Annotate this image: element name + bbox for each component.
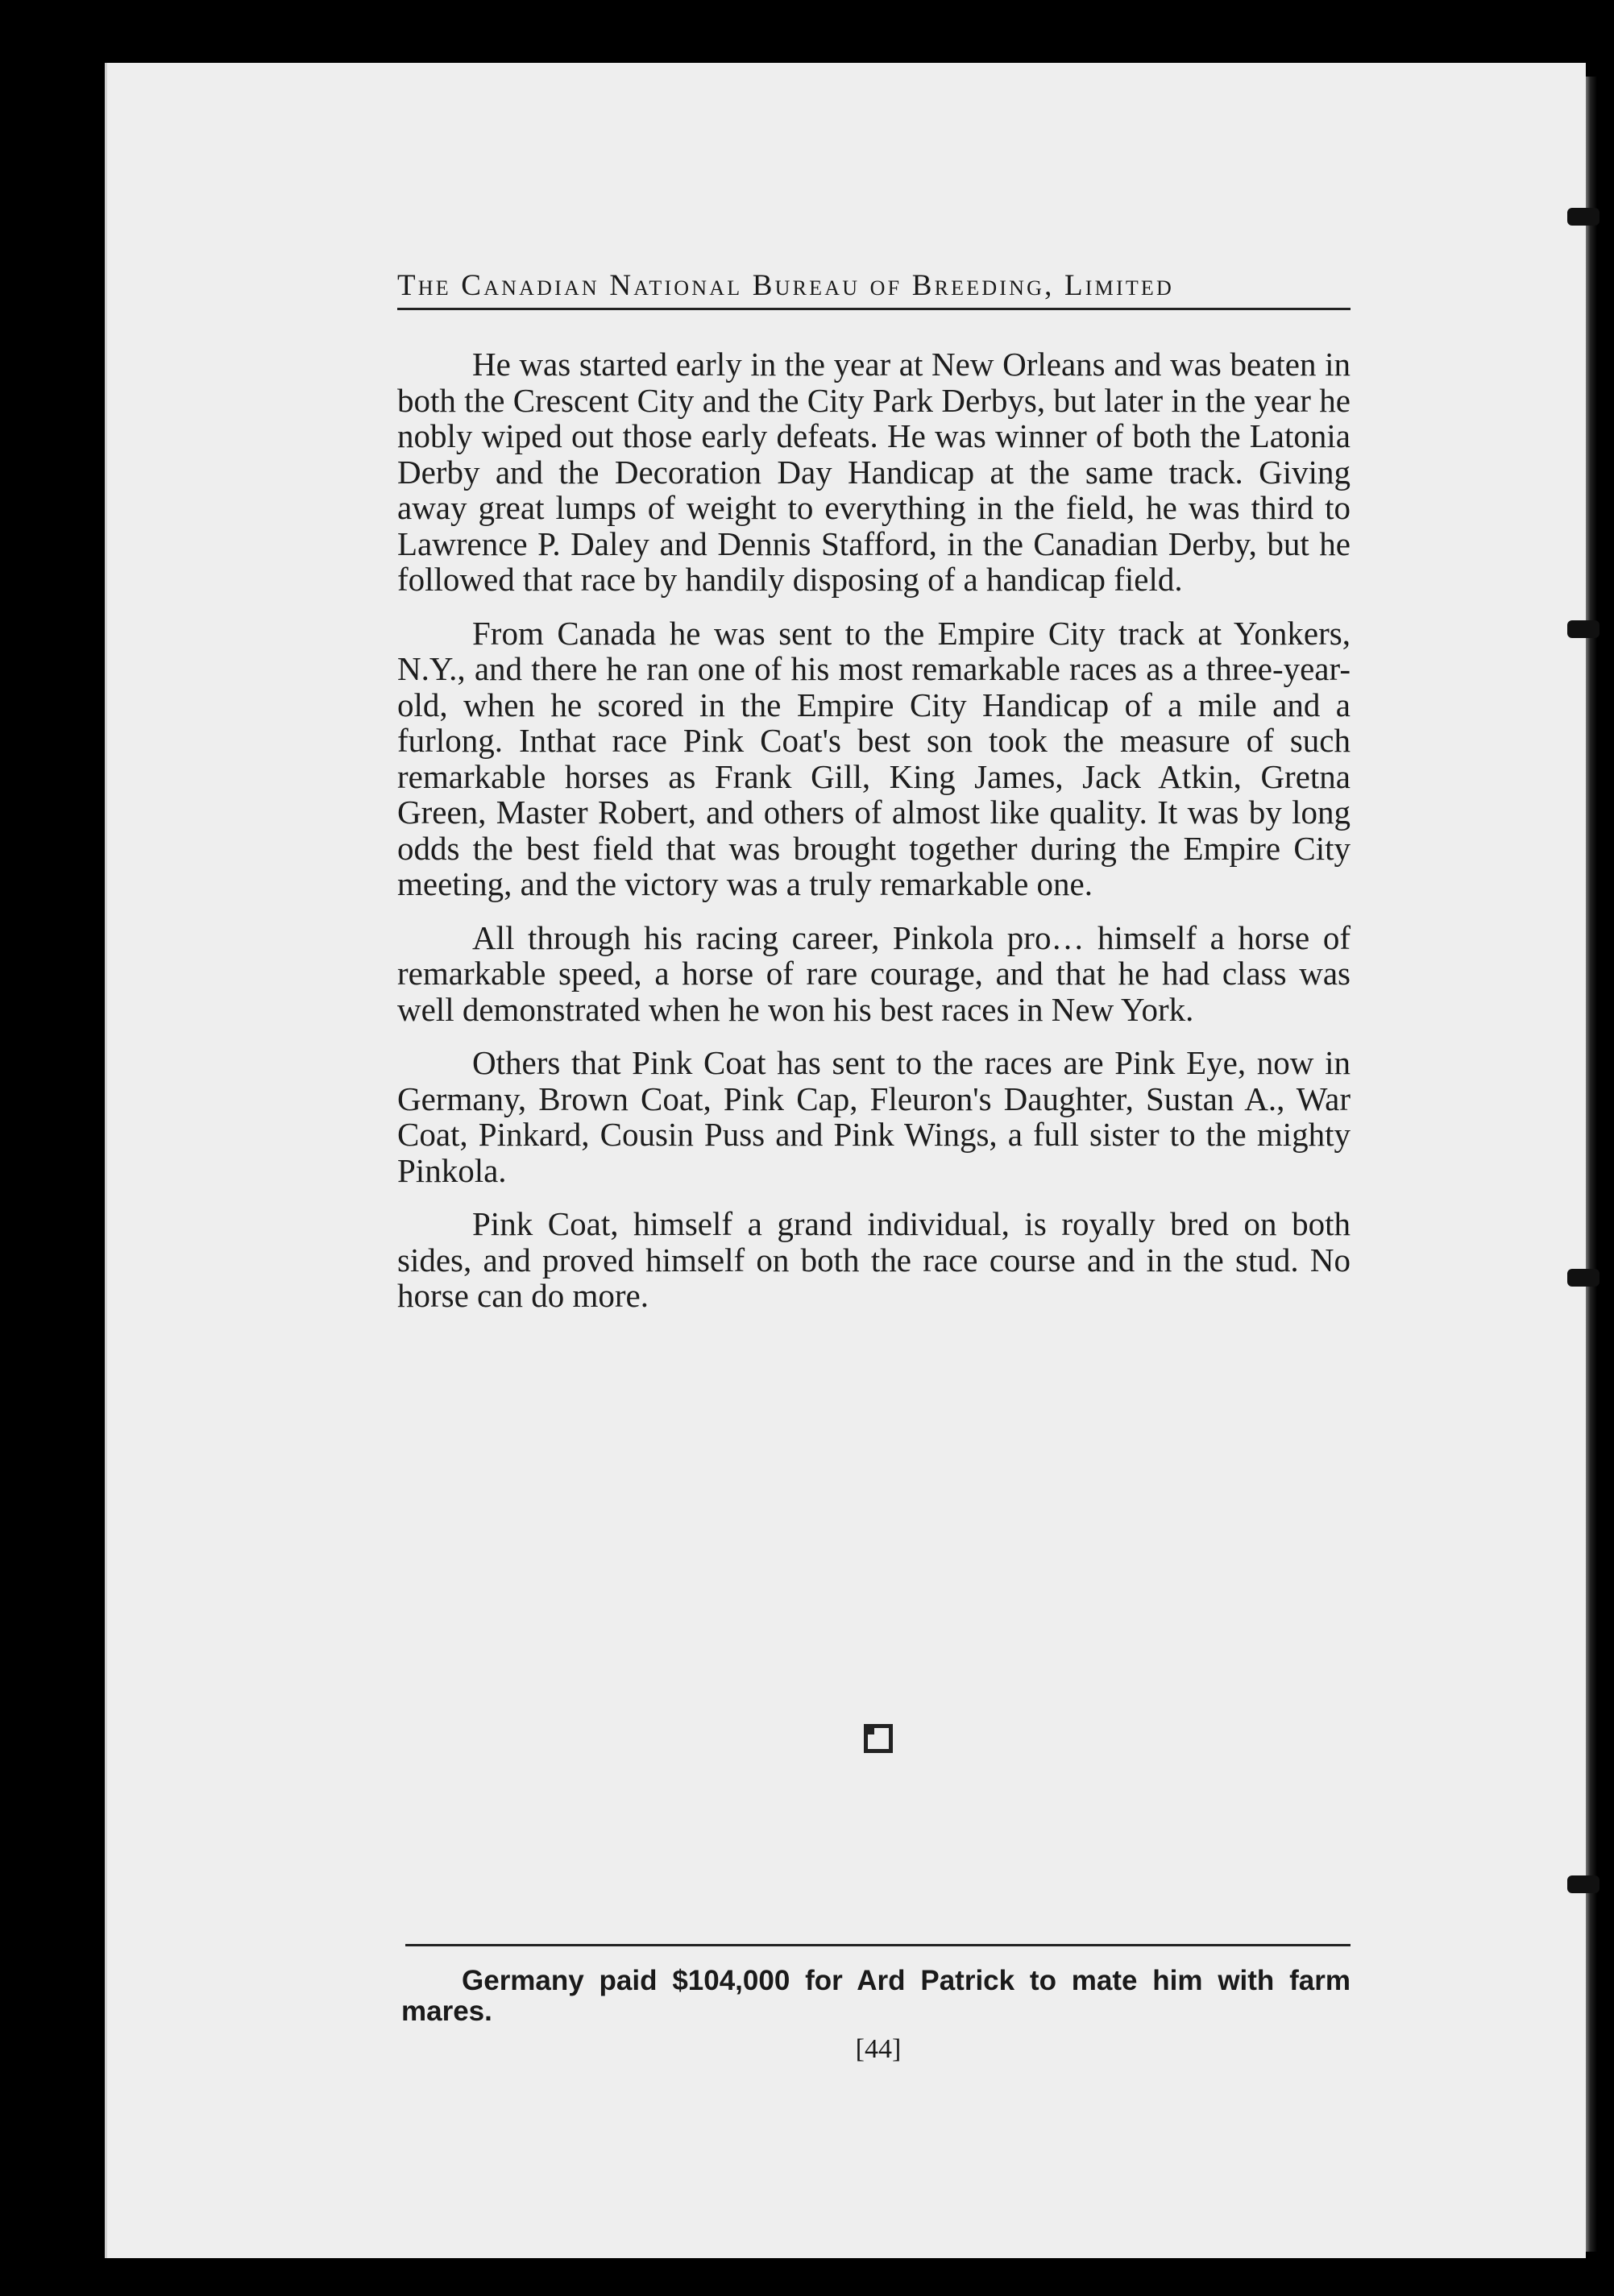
paragraph: Others that Pink Coat has sent to the races are Pink Eye, now in Germany, Brown Coat, Pink Cap, Fleuron's Daughter, Sustan A., War Coat, Pinkard, Cousin Puss and Pink Wings, a full sister to the mighty Pinkola. xyxy=(397,1044,1351,1189)
paragraph: All through his racing career, Pinkola pro… himself a horse of remarkable speed, a horse of rare courage, and that he had class was well demonstrated when he won his best races in New York. xyxy=(397,918,1351,1028)
page-number: [44] xyxy=(855,2034,902,2064)
paragraph: Pink Coat, himself a grand individual, is royally bred on both sides, and proved himself on both the race course and in the stud. No horse can do more. xyxy=(397,1205,1351,1314)
paragraph: He was started early in the year at New Orleans and was beaten in both the Crescent City and the City Park Derbys, but later in the year he nobly wiped out those early defeats. He was winner of both the Latonia Derby and the Decoration Day Handicap at the same track. Giving away great lumps of weight to everything in the field, he was third to Lawrence P. Daley and Dennis Stafford, in the Canadian Derby, but he followed that race by handily disposing of a handicap field. xyxy=(397,346,1351,598)
footnote: Germany paid $104,000 for Ard Patrick to mate him with farm mares. xyxy=(401,1965,1351,2027)
page-edge xyxy=(1586,77,1597,2252)
binding-mark xyxy=(1567,1269,1599,1287)
binding-mark xyxy=(1567,620,1599,638)
running-head: The Canadian National Bureau of Breeding, Limited xyxy=(397,268,1351,310)
binding-mark xyxy=(1567,1875,1599,1893)
body-text xyxy=(397,346,1351,1332)
footnote-divider xyxy=(405,1944,1351,1946)
binding-mark xyxy=(1567,208,1599,226)
paragraph: From Canada he was sent to the Empire City track at Yonkers, N.Y., and there he ran one of his most remarkable races as a three-year-old, when he scored in the Empire City Handicap of a mile and a furlong. Inthat race Pink Coat's best son took the measure of such remarkable horses as Frank Gill, King James, Jack Atkin, Gretna Green, Master Robert, and others of almost like quality. It was by long odds the best field that was brought together during the Empire City meeting, and the victory was a truly remarkable one. xyxy=(397,614,1351,902)
square-ornament-icon xyxy=(864,1724,893,1753)
